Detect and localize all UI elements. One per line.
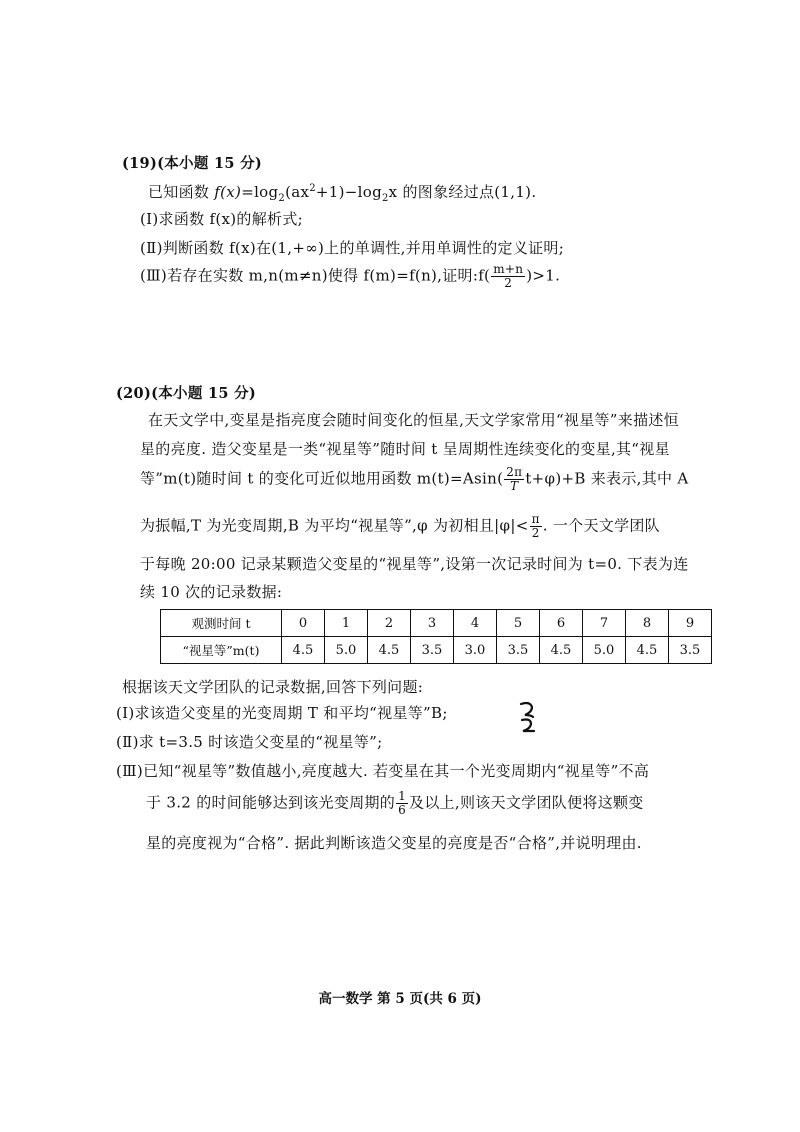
q20-line-1: 在天文学中,变星是指亮度会随时间变化的恒星,天文学家常用“视星等”来描述恒	[148, 411, 679, 429]
q19-header: (19)(本小题 15 分)	[122, 155, 263, 172]
q20-line-3-text-b: t+φ)+B 来表示,其中 A	[525, 469, 689, 488]
table-cell-time: 4	[454, 610, 497, 637]
q20-line-3-text-a: 等”m(t)随时间 t 的变化可近似地用函数 m(t)=Asin(	[140, 469, 504, 488]
q19-stem-sup: 2	[309, 183, 316, 194]
table-cell-time: 9	[669, 610, 712, 637]
q20-fraction-pi-2	[530, 513, 542, 540]
q20-part-2: (Ⅱ)求 t=3.5 时该造父变星的“视星等”;	[116, 733, 383, 751]
q19-stem-func: f(x)	[214, 183, 242, 201]
q19-fraction-num: m+n	[493, 262, 524, 276]
q19-part-1: (Ⅰ)求函数 f(x)的解析式;	[140, 210, 303, 228]
q20-line-6: 续 10 次的记录数据:	[140, 583, 283, 601]
q20-part-3-text-b: 及以上,则该天文学团队便将这颗变	[409, 793, 644, 812]
table-cell-magnitude: 3.5	[411, 637, 454, 664]
table-cell-time: 5	[497, 610, 540, 637]
q20-line-2: 星的亮度. 造父变星是一类“视星等”随时间 t 呈周期性连续变化的变星,其“视星	[140, 440, 670, 458]
q20-line-7: 根据该天文学团队的记录数据,回答下列问题:	[122, 678, 424, 696]
q20-part-3-line-1: (Ⅲ)已知“视星等”数值越小,亮度越大. 若变星在其一个光变周期内“视星等”不高	[116, 762, 650, 780]
q19-part-3-text-b: )>1.	[526, 266, 561, 285]
q19-stem-sub1: 2	[278, 193, 286, 204]
table-cell-magnitude: 4.5	[626, 637, 669, 664]
table-cell-time: 1	[325, 610, 368, 637]
q19-stem-text-a: 已知函数	[148, 183, 215, 201]
q20-fraction-2pi-T	[504, 466, 524, 493]
q20-fraction-pi-2-num: π	[531, 512, 540, 526]
table-row-header-magnitude: “视星等”m(t)	[161, 637, 282, 664]
q19-stem-text-e: x 的图象经过点(1,1).	[388, 183, 537, 201]
table-row-header-time: 观测时间 t	[161, 610, 282, 637]
q20-line-4-text-a: 为振幅,T 为光变周期,B 为平均“视星等”,φ 为初相且|φ|<	[140, 516, 529, 535]
table-cell-magnitude: 5.0	[325, 637, 368, 664]
table-cell-magnitude: 4.5	[282, 637, 325, 664]
q20-part-3-text-a: 于 3.2 的时间能够达到该光变周期的	[146, 793, 396, 812]
table-cell-magnitude: 4.5	[368, 637, 411, 664]
q19-stem-sub2: 2	[381, 193, 389, 204]
observation-table	[160, 609, 712, 664]
table-cell-time: 2	[368, 610, 411, 637]
handwritten-mark	[516, 700, 540, 734]
table-cell-magnitude: 3.5	[669, 637, 712, 664]
q19-stem-text-c: (ax	[285, 183, 310, 201]
q20-fraction-1-6-den: 6	[398, 803, 407, 817]
table-row-values	[161, 637, 712, 664]
table-row-times	[161, 610, 712, 637]
table-cell-time: 7	[583, 610, 626, 637]
q19-fraction-den: 2	[504, 276, 513, 290]
q19-part-3	[140, 263, 560, 290]
q19-fraction	[491, 263, 525, 290]
q20-fraction-1-6	[396, 790, 408, 817]
q20-line-4-text-b: . 一个天文学团队	[542, 516, 660, 535]
q20-line-3	[140, 466, 689, 493]
q20-line-5: 于每晚 20:00 记录某颗造父变星的“视星等”,设第一次记录时间为 t=0. 下表为连	[140, 555, 689, 573]
q20-header: (20)(本小题 15 分)	[116, 385, 257, 402]
q19-stem-text-d: +1)−log	[315, 183, 382, 201]
page-footer: 高一数学 第 5 页(共 6 页)	[318, 991, 482, 1007]
q20-part-1: (Ⅰ)求该造父变星的光变周期 T 和平均“视星等”B;	[116, 704, 448, 722]
table-cell-time: 0	[282, 610, 325, 637]
q20-part-3-line-2	[146, 790, 644, 817]
q19-part-3-text-a: (Ⅲ)若存在实数 m,n(m≠n)使得 f(m)=f(n),证明:f(	[140, 266, 491, 285]
q20-fraction-2pi-T-num: 2π	[506, 465, 523, 479]
q20-fraction-1-6-num: 1	[398, 789, 407, 803]
table-cell-time: 8	[626, 610, 669, 637]
q20-line-4	[140, 513, 660, 540]
table-cell-magnitude: 3.5	[497, 637, 540, 664]
q20-fraction-pi-2-den: 2	[531, 526, 540, 540]
q20-part-3-line-3: 星的亮度视为“合格”. 据此判断该造父变星的亮度是否“合格”,并说明理由.	[146, 834, 642, 852]
table-cell-time: 6	[540, 610, 583, 637]
table-cell-time: 3	[411, 610, 454, 637]
q19-part-2: (Ⅱ)判断函数 f(x)在(1,+∞)上的单调性,并用单调性的定义证明;	[140, 239, 565, 257]
q19-stem-text-b: =log	[241, 183, 279, 201]
table-cell-magnitude: 3.0	[454, 637, 497, 664]
q20-fraction-2pi-T-den: T	[510, 479, 519, 493]
table-cell-magnitude: 4.5	[540, 637, 583, 664]
table-cell-magnitude: 5.0	[583, 637, 626, 664]
q19-stem	[148, 181, 536, 204]
